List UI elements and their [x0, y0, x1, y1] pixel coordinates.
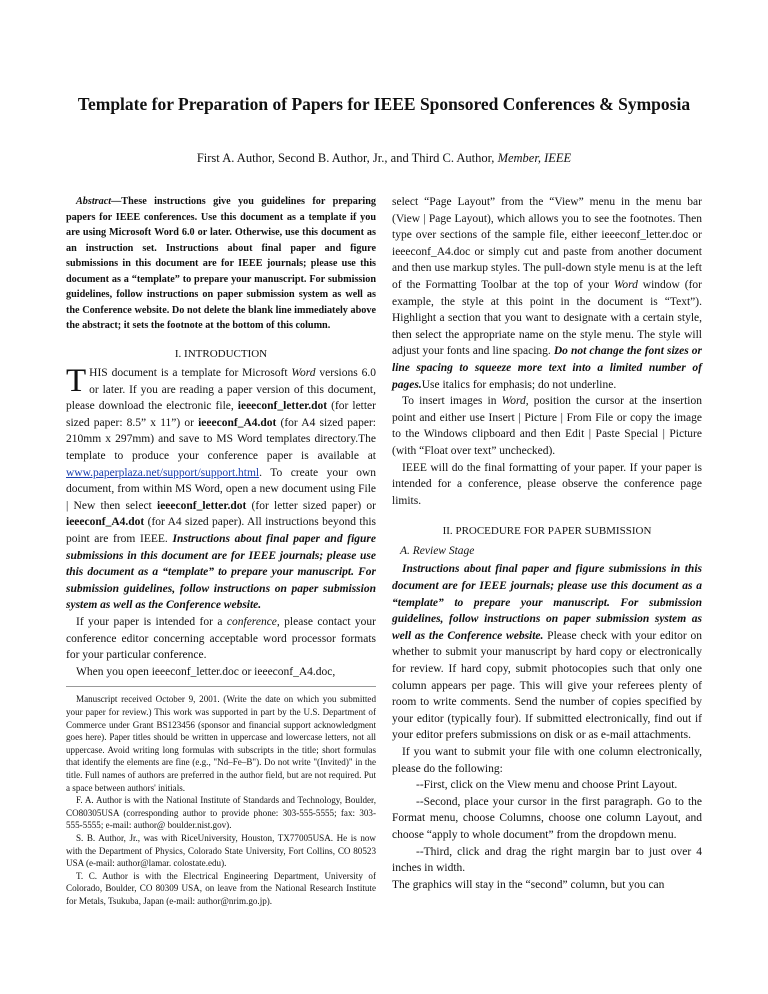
section-title-initial: P: [547, 525, 554, 538]
abstract: [66, 194, 376, 334]
body-text: Please check with your editor on whether to submit your manuscript by hard copy or electronically for review. If hard copy, submit photocopies such that only one column appears per page. This will give your referees plenty of room to write comments. Send the number of copies specified by your editor (typically four). If submitted electronically, find out if your editor prefers submissions on disk or as e-mail attachments.: [392, 629, 702, 742]
intro-text: If your paper is intended for a: [76, 616, 227, 628]
subsection-heading-review-stage: A. Review Stage: [400, 544, 475, 557]
section-title-rest: UBMISSION: [590, 525, 652, 538]
section-title-initial: S: [584, 525, 591, 538]
step-second: --Second, place your cursor in the first paragraph. Go to the Format menu, choose Columns, choose one column Layout, and choose “apply to whole document” from the dropdown menu.: [392, 795, 702, 841]
right-paragraph-3: IEEE will do the final formatting of your paper. If your paper is intended for a conference, please observe the conference page limits.: [392, 461, 702, 507]
section-number: II.: [442, 525, 456, 538]
intro-paragraph-1: [66, 365, 376, 614]
right-paragraph-4: [392, 561, 702, 744]
intro-text: please contact your conference editor concerning acceptable word processor formats for your particular conference.: [66, 616, 377, 662]
section-title-rest: NTRODUCTION: [187, 347, 268, 360]
drop-cap: T: [66, 363, 87, 400]
section-heading-procedure: [392, 523, 702, 540]
intro-text: (for letter sized paper: 8.5” x 11”) or: [66, 400, 376, 429]
intro-text: (for letter sized paper) or: [246, 499, 376, 512]
author-membership: Member, IEEE: [497, 151, 572, 165]
intro-text: . To create your own document, from within MS Word, open a new document using File | New then select: [66, 466, 376, 512]
right-paragraph-5: If you want to submit your file with one column electronically, please do the following:: [392, 746, 702, 775]
emphasized-instructions: Instructions about final paper and figure submissions in this document are for IEEE journals; please use this document as a “template” to prepare your manuscript. For submission guidelines, follow instructions on paper submission system as well as the Conference website.: [66, 533, 376, 612]
author-line: [40, 150, 728, 166]
intro-paragraph-3: When you open ieeeconf_letter.doc or ieeeconf_A4.doc,: [76, 665, 336, 678]
footnote-divider: [66, 686, 376, 687]
right-paragraph-final: The graphics will stay in the “second” column, but you can: [392, 878, 665, 891]
intro-text: versions 6.0 or later. If you are reading a paper version of this document, please download the electronic file,: [66, 367, 376, 413]
template-filename: ieeeconf_A4.dot: [198, 416, 277, 429]
emphasized-warning: Do not change the font sizes or line spacing to squeeze more text into a limited number of pages.: [392, 345, 702, 391]
section-number: I.: [174, 347, 185, 360]
footnote-manuscript: Manuscript received October 9, 2001. (Write the date on which you submitted your paper for review.) This work was supported in part by the U.S. Department of Commerce under Grant BS123456 (sponsor and financial support acknowledgment goes here). Paper titles should be written in uppercase and lowercase letters, not all uppercase. Avoid writing long formulas with subscripts in the title; short formulas that identify the elements are fine (e.g., "Nd–Fe–B"). Do not write "(Invited)" in the title. Full names of authors are preferred in the author field, but are not required. Put a space between authors' initials.: [66, 694, 376, 793]
step-third: --Third, click and drag the right margin bar to just over 4 inches in width.: [392, 845, 702, 875]
intro-text: HIS document is a template for Microsoft: [89, 367, 292, 380]
template-filename: ieeeconf_A4.dot: [66, 516, 145, 529]
intro-word: Word: [291, 367, 316, 380]
body-text: To insert images in: [402, 395, 502, 408]
template-filename: ieeeconf_letter.dot: [157, 499, 247, 512]
intro-text: (for A4 sized paper: 210mm x 297mm) and save to MS Word templates directory.The template to produce your conference paper is available at: [66, 416, 376, 463]
body-text: select “Page Layout” from the “View” menu in the menu bar (View | Page Layout), which allows you to see the footnotes. Then type over sections of the sample file, either ieeeconf_letter.doc or ieeeconf_A4.doc or simply cut and paste from another document and then use markup styles. The pull-down style menu is at the left of the Formatting Toolbar at the top of your: [392, 196, 702, 291]
footnote: [66, 693, 376, 907]
intro-paragraph-2: [66, 614, 376, 664]
footnote-author-1: F. A. Author is with the National Institute of Standards and Technology, Boulder, CO80305USA (corresponding author to provide phone: 303-555-5555; fax: 303-555-5555; e-mail: author@ boulder.nist.gov).: [66, 795, 376, 831]
author-names: First A. Author, Second B. Author, Jr., and Third C. Author,: [196, 151, 498, 165]
section-title-rest: ROCEDURE FOR: [461, 525, 548, 538]
body-text: position the cursor at the insertion point and either use Insert | Picture | From File or copy the image to the Windows clipboard and then Edit | Paste Special | Picture (with “Float over text” unchecked).: [392, 395, 702, 457]
footnote-author-2: S. B. Author, Jr., was with RiceUniversity, Houston, TX77005USA. He is now with the Department of Physics, Colorado State University, Fort Collins, CO 80523 USA (e-mail: author@lamar. colostate.edu).: [66, 832, 376, 869]
template-filename: ieeeconf_letter.dot: [237, 400, 328, 413]
right-paragraph-2: [392, 393, 702, 459]
section-title-initial: P: [455, 525, 462, 538]
body-word: Word,: [501, 395, 529, 408]
abstract-label: Abstract: [76, 196, 112, 207]
footnote-author-3: T. C. Author is with the Electrical Engineering Department, University of Colorado, Boulder, CO 80309 USA, on leave from the National Research Institute for Metals, Tsukuba, Japan (e-mail: author@nrim.go.jp).: [66, 870, 376, 906]
abstract-text: —These instructions give you guidelines for preparing papers for IEEE conferences. Use this document as a template if you are using Microsoft Word 6.0 or later. Otherwise, use this document as an instruction set. Instructions about final paper and figure submissions in this document are for IEEE journals; please use this document as a “template” to prepare your manuscript. For submission guidelines, follow instructions on paper submission system as well as the Conference website. Do not delete the blank line immediately above the abstract; it sets the footnote at the bottom of this column.: [66, 196, 376, 331]
emphasized-instructions: Instructions about final paper and figure submissions in this document are for IEEE journals; please use this document as a “template” to prepare your manuscript. For submission guidelines, follow instructions on paper submission system as well as the Conference website.: [392, 563, 702, 642]
paper-title: Template for Preparation of Papers for IEEE Sponsored Conferences & Symposia: [77, 94, 691, 114]
body-word: Word: [613, 278, 638, 291]
support-link[interactable]: www.paperplaza.net/support/support.html: [66, 466, 260, 479]
section-title-initial: I: [184, 347, 188, 360]
right-paragraph-1: [392, 194, 702, 393]
section-title-rest: APER: [553, 525, 585, 538]
step-first: --First, click on the View menu and choose Print Layout.: [416, 779, 678, 792]
intro-word: conference,: [226, 616, 280, 628]
section-heading-introduction: [66, 346, 376, 363]
body-text: Use italics for emphasis; do not underline.: [421, 378, 617, 391]
right-column: [392, 194, 702, 893]
intro-text: (for A4 sized paper). All instructions beyond this point are from IEEE.: [66, 516, 376, 546]
body-text: window (for example, the style at this point in the document is “Text”). Highlight a section that you want to designate with a certain style, then select the appropriate name on the style menu. The style will adjust your fonts and line spacing.: [392, 278, 702, 358]
left-column: [66, 194, 376, 907]
